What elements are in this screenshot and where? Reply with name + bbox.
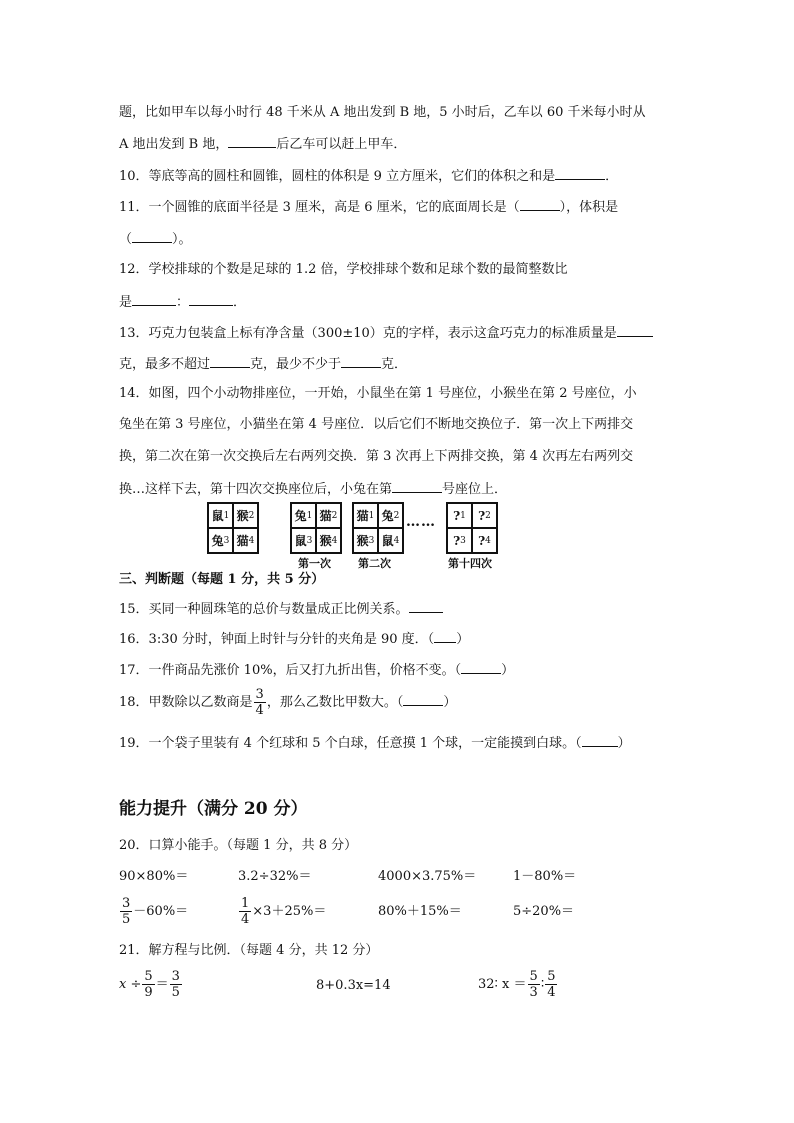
seat-grid-first	[290, 502, 342, 554]
seat-cell: 猴 4	[316, 528, 341, 553]
q11-line1	[119, 197, 618, 217]
seat-cell: 兔 3	[208, 528, 233, 553]
q10-answer-blank[interactable]	[555, 166, 605, 180]
seat-cell: 猴 3	[353, 528, 378, 553]
q10-end: ．	[605, 169, 619, 184]
q20-title: 20．口算小能手。（每题 1 分，共 8 分）	[119, 838, 358, 853]
q10	[119, 166, 618, 186]
seat-cell: 猫 1	[353, 503, 378, 528]
q21-eq1-fraction-2: $\frac{3}{5}$	[171, 969, 180, 1000]
q21-eq3-fraction-2: $\frac{5}{4}$	[547, 969, 556, 1000]
q13-text-b: 克，最少不少于	[250, 357, 342, 372]
q16	[119, 629, 469, 649]
q12-text-a: 是	[119, 295, 133, 310]
q19-text: 19．一个袋子里装有 4 个红球和 5 个白球，任意摸 1 个球，一定能摸到白球。（	[119, 736, 582, 751]
q21-eq1-fraction-1: $\frac{5}{9}$	[144, 969, 153, 1000]
q11-answer-blank-1[interactable]	[520, 197, 560, 211]
q17	[119, 660, 514, 680]
q11-text-d: ）。	[172, 232, 192, 247]
seat-grid-second	[352, 502, 404, 554]
seat-cell: 鼠 4	[378, 528, 403, 553]
section-3-title: 三、判断题（每题 1 分，共 5 分）	[119, 572, 325, 587]
seat-grid-fourteenth	[446, 502, 498, 554]
q17-end: ）	[501, 663, 515, 678]
q9-answer-blank[interactable]	[228, 134, 276, 148]
q18-text-a: 18．甲数除以乙数商是	[119, 695, 253, 710]
q13-answer-blank-1[interactable]	[617, 323, 653, 337]
seat-grid-initial	[207, 502, 259, 554]
seat-cell: 兔 1	[291, 503, 316, 528]
q14-line4	[119, 479, 507, 499]
q20-item-4: 1－80%＝	[513, 869, 577, 884]
seat-cell: ? 2	[472, 503, 497, 528]
seat-cell: ? 4	[472, 528, 497, 553]
q9-text-b: 后乙车可以赶上甲车．	[276, 137, 407, 152]
ellipsis: ……	[406, 514, 436, 530]
q12-line2	[119, 292, 246, 312]
q9-text-a: A 地出发到 B 地，	[119, 137, 229, 152]
q20-item-7: 80%＋15%＝	[378, 904, 462, 919]
q13-line1	[119, 323, 653, 343]
seat-cell: 猫 2	[316, 503, 341, 528]
caption-first: 第一次	[298, 557, 331, 570]
q18	[119, 687, 456, 718]
q20-item-3: 4000×3.75%＝	[378, 869, 477, 884]
q11-text-b: ），体积是	[559, 200, 619, 215]
q10-text: 10．等底等高的圆柱和圆锥，圆柱的体积是 9 立方厘米，它们的体积之和是	[119, 169, 556, 184]
q12-colon: ：	[176, 295, 190, 310]
q13-line2	[119, 354, 407, 374]
q16-text: 16．3:30 分时，钟面上时针与分针的夹角是 90 度．（	[119, 632, 435, 647]
q14-line3: 换，第二次在第一次交换后左右两列交换．第 3 次再上下两排交换，第 4 次再左右两列交	[119, 449, 634, 464]
q19	[119, 733, 631, 753]
q11-text-c: （	[119, 232, 133, 247]
q18-answer-blank[interactable]	[403, 692, 443, 706]
q20-item-5: $\frac{3}{5}$ －60%＝	[122, 896, 189, 927]
q20-item-1: 90×80%＝	[119, 869, 189, 884]
q20-fraction-2: $\frac{1}{4}$	[241, 896, 250, 927]
q9-line1: 题，比如甲车以每小时行 48 千米从 A 地出发到 B 地，5 小时后，乙车以 60 千米每小时从	[119, 105, 646, 120]
q20-item-2: 3.2÷32%＝	[238, 869, 312, 884]
q18-text-b: ，那么乙数比甲数大。（	[266, 695, 404, 710]
seat-cell: 鼠 1	[208, 503, 233, 528]
q13-answer-blank-3[interactable]	[341, 354, 381, 368]
q20-item-8: 5÷20%＝	[513, 904, 575, 919]
q16-answer-blank[interactable]	[434, 629, 456, 643]
q11-line2	[119, 229, 192, 249]
q15	[119, 599, 443, 619]
ability-section-title: 能力提升（满分 20 分）	[119, 799, 308, 819]
q17-answer-blank[interactable]	[461, 660, 501, 674]
q12-line1: 12．学校排球的个数是足球的 1.2 倍，学校排球个数和足球个数的最简整数比	[119, 262, 568, 277]
q11-text-a: 11．一个圆锥的底面半径是 3 厘米，高是 6 厘米，它的底面周长是（	[119, 200, 520, 215]
q21-equation-3: 32∶ x ＝ $\frac{5}{3}$ ∶ $\frac{5}{4}$	[478, 969, 556, 1000]
seat-cell: 鼠 3	[291, 528, 316, 553]
q14-answer-blank[interactable]	[392, 479, 442, 493]
q13-text-a: 克，最多不超过	[119, 357, 211, 372]
q19-end: ）	[617, 736, 631, 751]
q11-answer-blank-2[interactable]	[132, 229, 172, 243]
q21-equation-2: 8+0.3x=14	[316, 978, 391, 993]
q21-eq3-fraction-1: $\frac{5}{3}$	[529, 969, 538, 1000]
q21-equation-1: x ÷ $\frac{5}{9}$ ＝ $\frac{3}{5}$	[119, 969, 180, 1000]
seat-cell: ? 3	[447, 528, 472, 553]
q17-text: 17．一件商品先涨价 10%，后又打九折出售，价格不变。（	[119, 663, 462, 678]
seat-cell: 兔 2	[378, 503, 403, 528]
q14-text-a: 换…这样下去，第十四次交换座位后，小兔在第	[119, 482, 393, 497]
q14-line2: 兔坐在第 3 号座位，小猫坐在第 4 号座位．以后它们不断地交换位子．第一次上下两排交	[119, 417, 634, 432]
q20-item-6: $\frac{1}{4}$ ×3＋25%＝	[241, 896, 327, 927]
seat-cell: ? 1	[447, 503, 472, 528]
q14-text-b: 号座位上．	[442, 482, 508, 497]
q13-text: 13．巧克力包装盒上标有净含量（300±10）克的字样，表示这盒巧克力的标准质量是	[119, 326, 617, 341]
q20-fraction-1: $\frac{3}{5}$	[122, 896, 131, 927]
q18-end: ）	[443, 695, 457, 710]
q19-answer-blank[interactable]	[582, 733, 618, 747]
q15-text: 15．买同一种圆珠笔的总价与数量成正比例关系。	[119, 602, 409, 617]
q13-end: 克．	[381, 357, 408, 372]
q15-answer-blank[interactable]	[409, 599, 443, 613]
caption-fourteenth: 第十四次	[448, 557, 492, 570]
q12-answer-blank-1[interactable]	[132, 292, 176, 306]
q18-fraction: $\frac{3}{4}$	[255, 687, 264, 718]
q16-end: ）	[456, 632, 470, 647]
q12-answer-blank-2[interactable]	[189, 292, 233, 306]
seat-cell: 猴 2	[233, 503, 258, 528]
seat-cell: 猫 4	[233, 528, 258, 553]
q21-title: 21．解方程与比例．（每题 4 分，共 12 分）	[119, 943, 379, 958]
caption-second: 第二次	[358, 557, 391, 570]
q14-line1: 14．如图，四个小动物排座位，一开始，小鼠坐在第 1 号座位，小猴坐在第 2 号座位，小	[119, 386, 637, 401]
q13-answer-blank-2[interactable]	[210, 354, 250, 368]
q9-line2	[119, 134, 406, 154]
q12-end: ．	[233, 295, 247, 310]
